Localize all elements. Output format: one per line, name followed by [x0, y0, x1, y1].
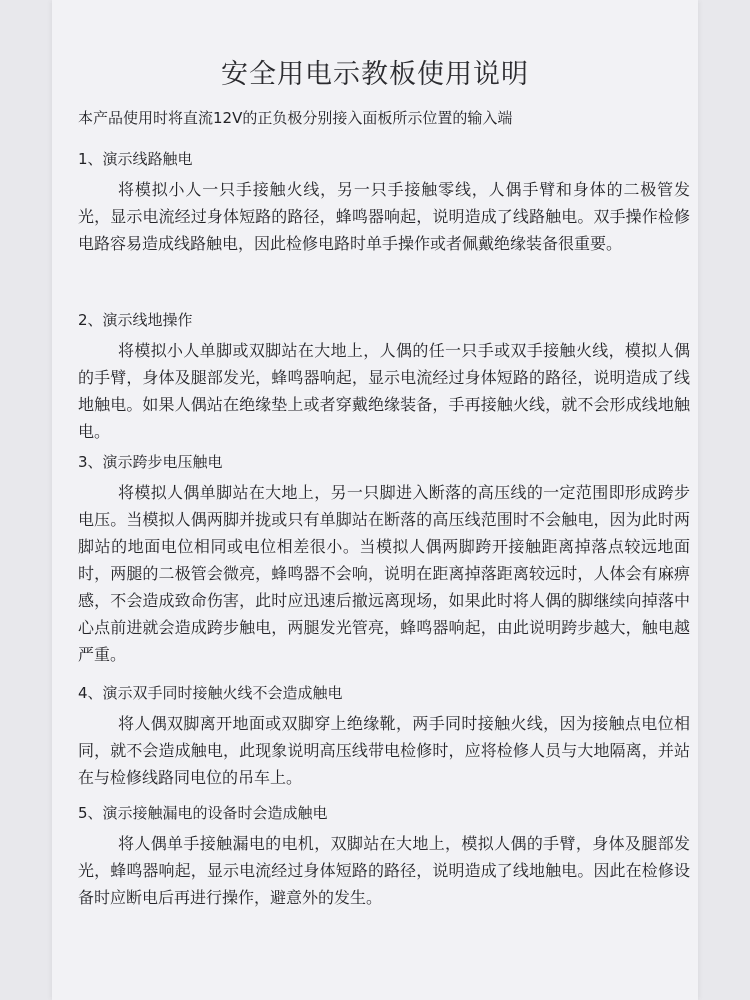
section-body: 将模拟人偶单脚站在大地上，另一只脚进入断落的高压线的一定范围即形成跨步电压。当模拟人偶两脚并拢或只有单脚站在断落的高压线范围时不会触电，因为此时两脚站的地面电位相同或电位相差很小。当模拟人偶两脚跨开接触距离掉落点较远地面时，两腿的二极管会微亮，蜂鸣器不会响，说明在距离掉落距离较远时，人体会有麻痹感，不会造成致命伤害，此时应迅速后撤远离现场，如果此时将人偶的脚继续向掉落中心点前进就会造成跨步触电，两腿发光管亮，蜂鸣器响起，由此说明跨步越大，触电越严重。 [78, 483, 690, 664]
section-body: 将人偶双脚离开地面或双脚穿上绝缘靴，两手同时接触火线，因为接触点电位相同，就不会造成触电，此现象说明高压线带电检修时，应将检修人员与大地隔离，并站在与检修线路同电位的吊车上。 [78, 714, 690, 787]
section-2 [78, 307, 698, 445]
section-4 [78, 680, 698, 791]
section-1 [78, 146, 698, 257]
document-title: 安全用电示教板使用说明 [221, 59, 529, 90]
section-body: 将模拟小人单脚或双脚站在大地上，人偶的任一只手或双手接触火线，模拟人偶的手臂，身体及腿部发光，蜂鸣器响起，显示电流经过身体短路的路径，说明造成了线地触电。如果人偶站在绝缘垫上或者穿戴绝缘装备，手再接触火线，就不会形成线地触电。 [78, 341, 690, 441]
section-heading: 4、演示双手同时接触火线不会造成触电 [78, 684, 343, 702]
section-heading: 3、演示跨步电压触电 [78, 453, 223, 471]
intro-text: 本产品使用时将直流12V的正负极分别接入面板所示位置的输入端 [78, 109, 513, 127]
section-heading: 1、演示线路触电 [78, 150, 193, 168]
section-heading: 5、演示接触漏电的设备时会造成触电 [78, 804, 328, 822]
section-body: 将人偶单手接触漏电的电机，双脚站在大地上，模拟人偶的手臂，身体及腿部发光，蜂鸣器响起，显示电流经过身体短路的路径，说明造成了线地触电。因此在检修设备时应断电后再进行操作，避意外的发生。 [78, 834, 690, 907]
section-body: 将模拟小人一只手接触火线，另一只手接触零线，人偶手臂和身体的二极管发光，显示电流经过身体短路的路径，蜂鸣器响起，说明造成了线路触电。双手操作检修电路容易造成线路触电，因此检修电路时单手操作或者佩戴绝缘装备很重要。 [78, 180, 690, 253]
section-5 [78, 800, 698, 911]
section-heading: 2、演示线地操作 [78, 311, 193, 329]
section-3 [78, 449, 698, 668]
